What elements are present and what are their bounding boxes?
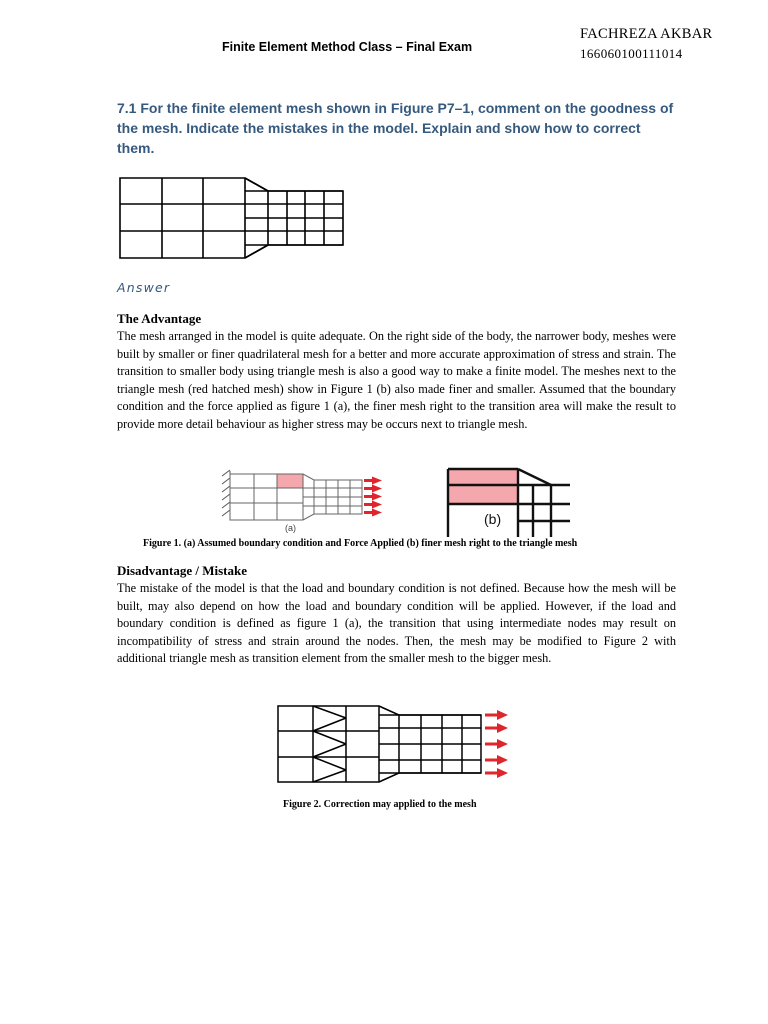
mesh-figure-p7-1 (118, 176, 368, 260)
author-name: FACHREZA AKBAR (580, 26, 713, 42)
figure-1a-mesh (222, 470, 387, 532)
figure-1a-label: (a) (285, 523, 296, 533)
header-title: Finite Element Method Class – Final Exam (222, 40, 473, 54)
advantage-heading: The Advantage (117, 311, 202, 326)
disadvantage-heading: Disadvantage / Mistake (117, 563, 247, 578)
figure-1b-label: (b) (484, 511, 502, 527)
figure-2-corrected-mesh (276, 704, 512, 784)
figure-1-caption: Figure 1. (a) Assumed boundary condition and Force Applied (b) finer mesh right to the triangle mesh (143, 538, 578, 549)
disadvantage-paragraph: The mistake of the model is that the load and boundary condition is not defined. Because how the mesh will be built, may also depend on how the load and boundary condition will be applied. However, if the load and boundary condition is defined as figure 1 (a), the transition that using intermediate nodes may result on incompatibility of stress and strain around the nodes. Then, the mesh may be modified to Figure 2 with additional triangle mesh as transition element from the smaller mesh to the bigger mesh. (117, 581, 676, 666)
author-id: 166060100111014 (580, 46, 683, 61)
advantage-paragraph: The mesh arranged in the model is quite adequate. On the right side of the body, the narrower body, meshes were built by smaller or finer quadrilateral mesh for a better and more accurate approximation of stress and strain. The transition to smaller body using triangle mesh is also a good way to make a finite model. The meshes next to the triangle mesh (red hatched mesh) show in Figure 1 (b) also made finer and smaller. Assumed that the boundary condition and the force applied as figure 1 (a), the finer mesh right to the transition area will make the result to provide more detail behaviour as higher stress may be occurs next to triangle mesh. (117, 329, 676, 431)
figure-1b-detail (443, 467, 573, 537)
answer-heading: Answer (117, 280, 171, 295)
figure-2-caption: Figure 2. Correction may applied to the mesh (283, 799, 477, 810)
question-text: 7.1 For the finite element mesh shown in Figure P7–1, comment on the goodness of the mesh. Indicate the mistakes in the model. Explain and show how to correct them. (117, 100, 674, 156)
